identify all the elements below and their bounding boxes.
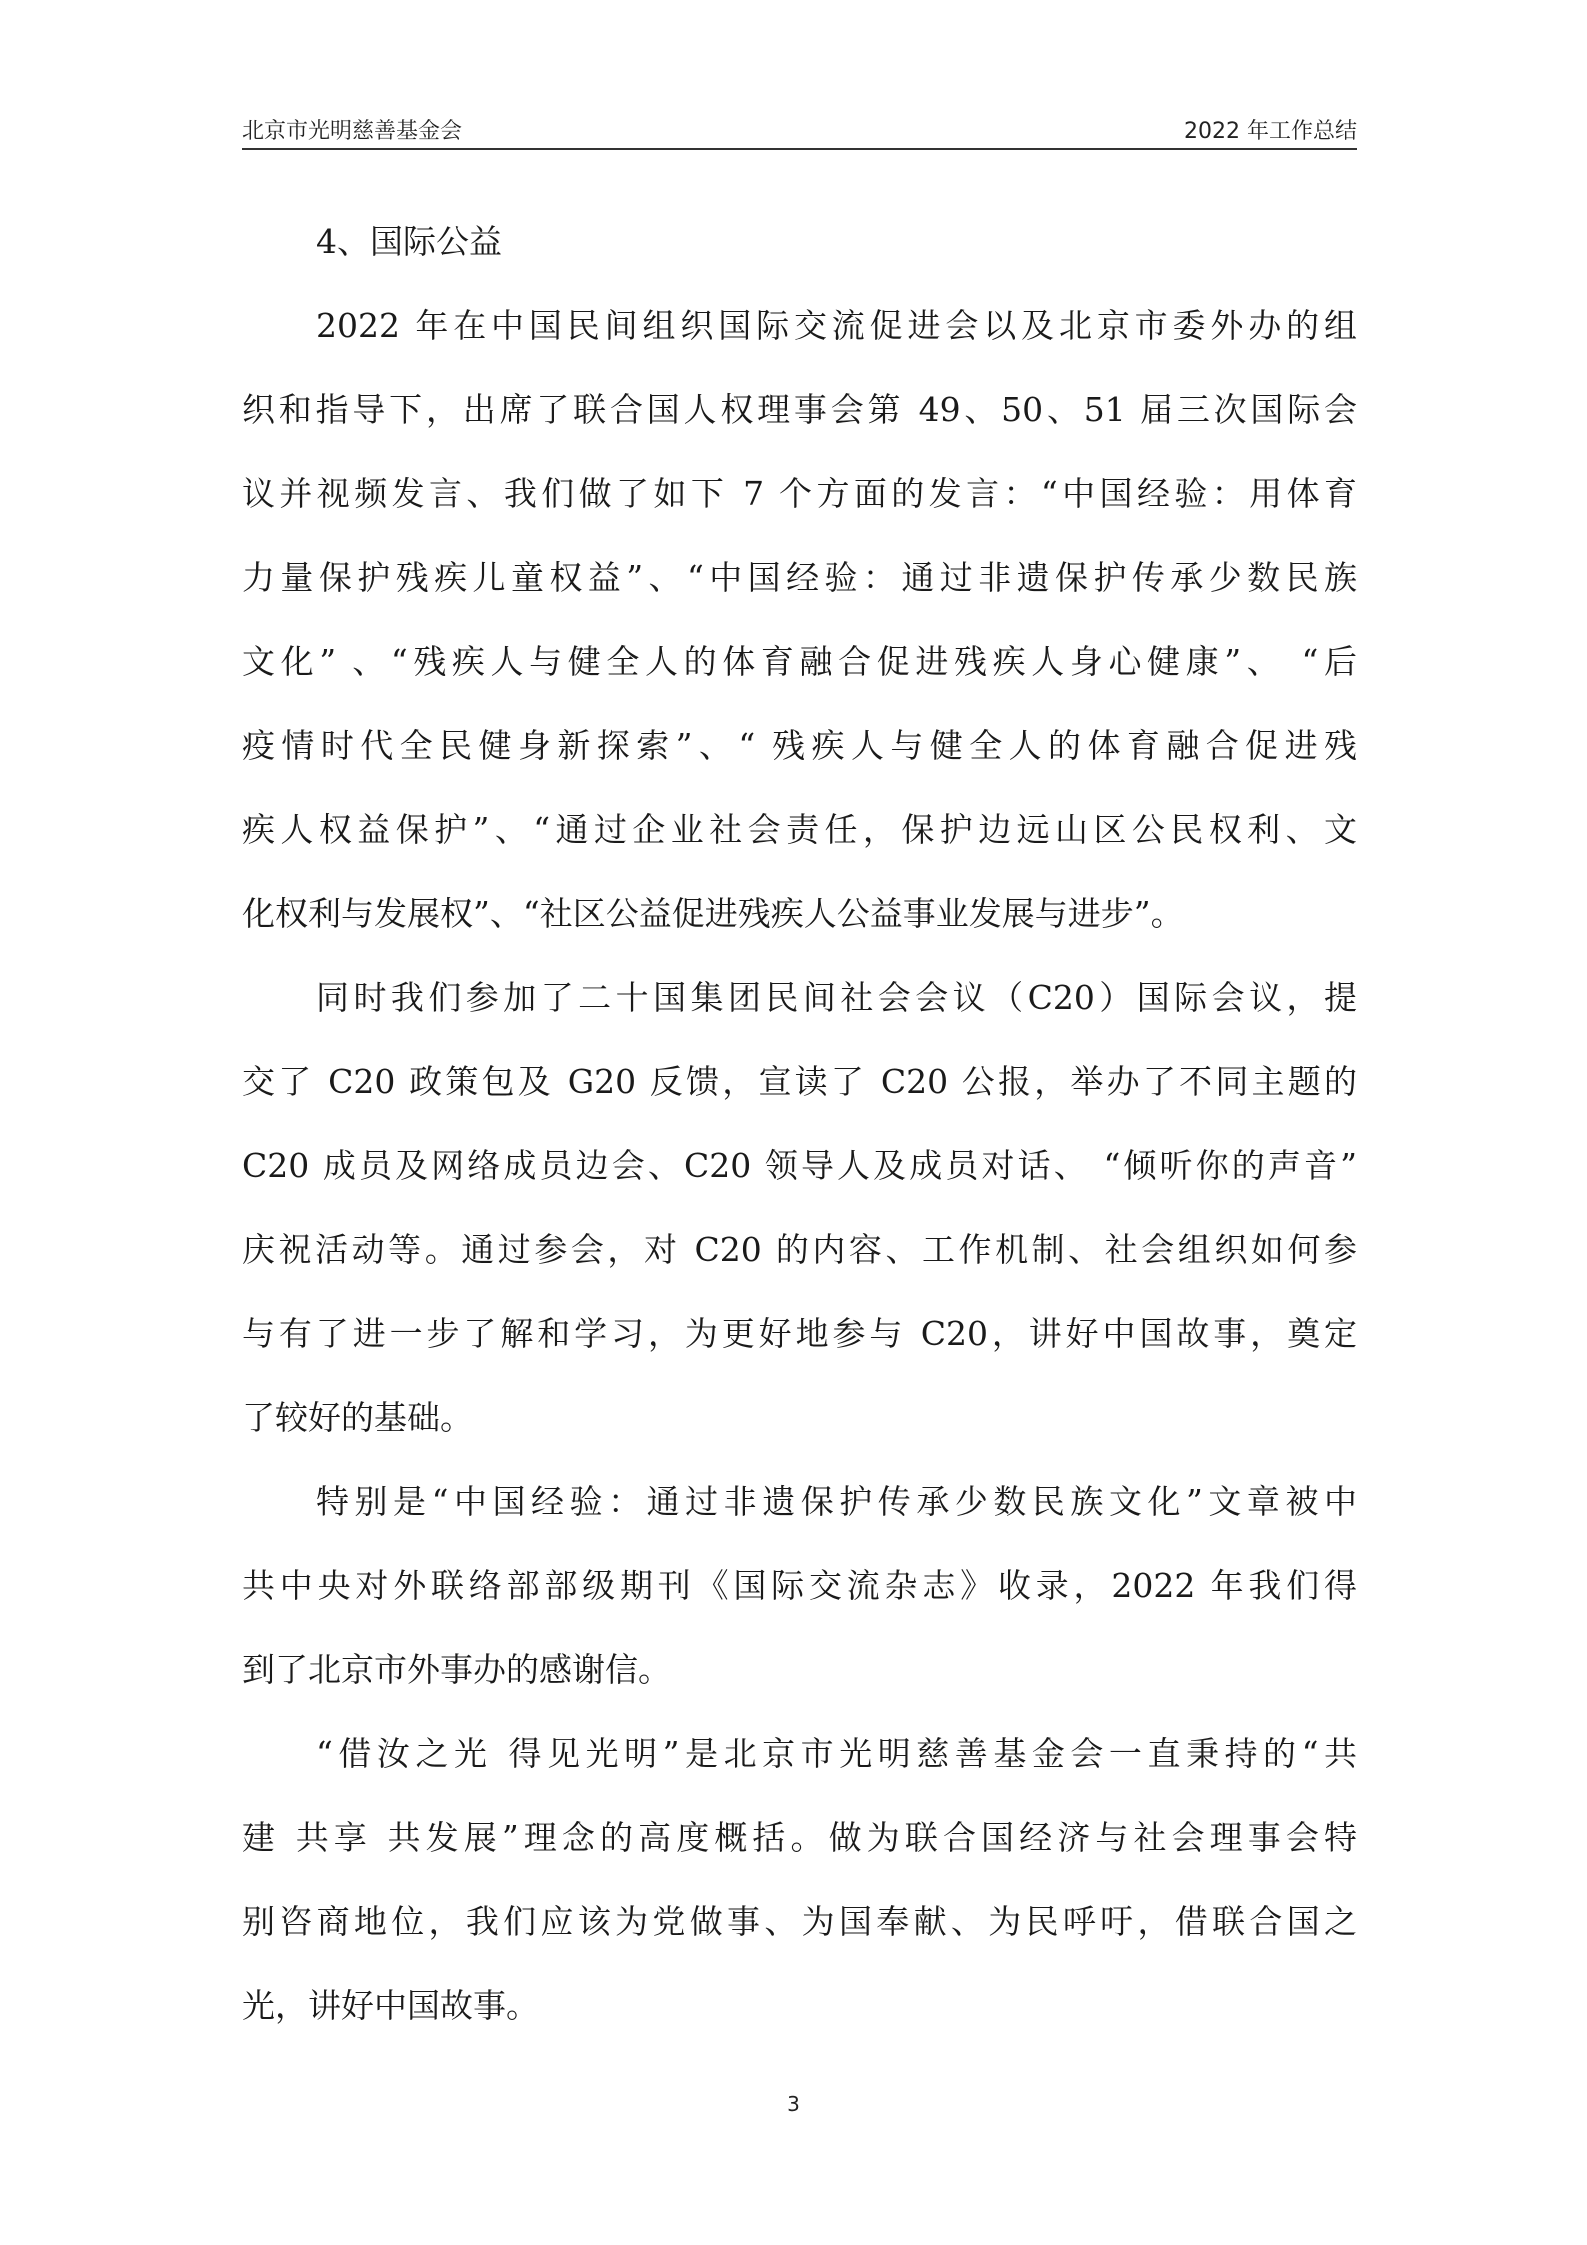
paragraph-journal-publication [242,1460,1357,1712]
text-line: 共中央对外联络部部级期刊《国际交流杂志》收录，2022 年我们得 [242,1566,1357,1605]
header-report-title: 2022 年工作总结 [1184,119,1357,144]
section-heading: 4、国际公益 [316,222,502,261]
text-line: 力量保护残疾儿童权益”、“中国经验：通过非遗保护传承少数民族 [242,558,1357,597]
page-header [242,112,1357,150]
text-line: 与有了进一步了解和学习，为更好地参与 C20，讲好中国故事，奠定 [242,1314,1357,1353]
paragraph-c20-conference [242,956,1357,1460]
text-line: 议并视频发言、我们做了如下 7 个方面的发言：“中国经验：用体育 [242,474,1357,513]
text-line: 织和指导下，出席了联合国人权理事会第 49、50、51 届三次国际会 [242,390,1357,429]
text-line: 疫情时代全民健身新探索”、“ 残疾人与健全人的体育融合促进残 [242,726,1357,765]
text-line: 特别是“中国经验：通过非遗保护传承少数民族文化”文章被中 [316,1482,1357,1521]
text-line: 到了北京市外事办的感谢信。 [242,1650,671,1689]
text-line: 庆祝活动等。通过参会，对 C20 的内容、工作机制、社会组织如何参 [242,1230,1357,1269]
paragraph-foundation-motto [242,1712,1357,2048]
text-line: 2022 年在中国民间组织国际交流促进会以及北京市委外办的组 [316,306,1357,345]
text-line: 了较好的基础。 [242,1398,473,1437]
header-organization: 北京市光明慈善基金会 [242,119,463,144]
text-line: 建 共享 共发展”理念的高度概括。做为联合国经济与社会理事会特 [242,1818,1357,1857]
text-line: “借汝之光 得见光明”是北京市光明慈善基金会一直秉持的“共 [316,1734,1357,1773]
text-line: 别咨商地位，我们应该为党做事、为国奉献、为民呼吁，借联合国之 [242,1902,1357,1941]
paragraph-un-human-rights-council [242,284,1357,956]
text-line: 光，讲好中国故事。 [242,1986,539,2025]
text-line: C20 成员及网络成员边会、C20 领导人及成员对话、 “倾听你的声音” [242,1146,1357,1185]
text-line: 同时我们参加了二十国集团民间社会会议（C20）国际会议，提 [316,978,1357,1017]
text-line: 疾人权益保护”、“通过企业社会责任，保护边远山区公民权利、文 [242,810,1357,849]
text-line: 化权利与发展权”、“社区公益促进残疾人公益事业发展与进步”。 [242,894,1184,933]
text-line: 交了 C20 政策包及 G20 反馈，宣读了 C20 公报，举办了不同主题的 [242,1062,1357,1101]
text-line: 文化” 、“残疾人与健全人的体育融合促进残疾人身心健康”、 “后 [242,642,1357,681]
document-body [242,200,1357,2048]
page-number: 3 [787,2092,800,2116]
